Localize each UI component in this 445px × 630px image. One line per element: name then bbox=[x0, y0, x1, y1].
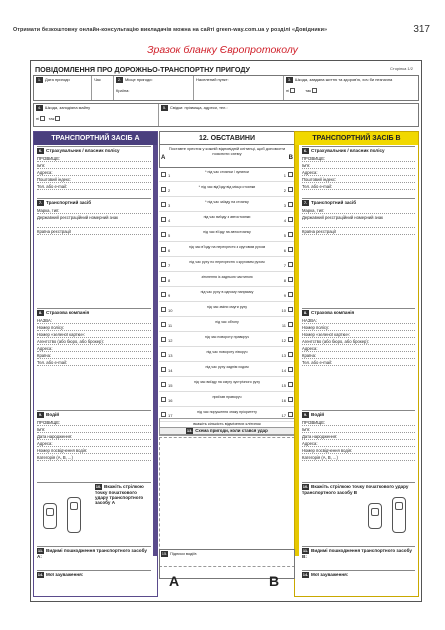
circumstance-b-checkbox[interactable] bbox=[288, 247, 293, 252]
circumstance-row bbox=[159, 349, 295, 362]
b-truck-outline-icon bbox=[392, 497, 406, 533]
a-car-outline-icon bbox=[43, 503, 57, 529]
circumstance-number-b: 3 bbox=[283, 203, 286, 208]
circumstance-b-checkbox[interactable] bbox=[288, 337, 293, 342]
circumstance-a-checkbox[interactable] bbox=[161, 352, 166, 357]
circumstance-text: під час руху заднім ходом bbox=[205, 365, 249, 369]
a-policy-field[interactable]: Номер полісу: bbox=[37, 324, 151, 331]
b-remarks-label: Мої зауваження: bbox=[311, 572, 349, 577]
circumstance-a-checkbox[interactable] bbox=[161, 292, 166, 297]
circumstance-a-checkbox[interactable] bbox=[161, 217, 166, 222]
header-notice: Отримати безкоштовну онлайн-консультацію викладачів можна на сайті green-way.com.ua у розділі «Довідники» bbox=[13, 27, 328, 33]
damage-no-checkbox[interactable] bbox=[40, 116, 45, 121]
vehicle-a-remarks-section[interactable]: 14. Мої зауваження: bbox=[37, 570, 151, 596]
b-insurer-name-field[interactable]: НАЗВА: bbox=[302, 317, 415, 324]
b-insurer-country-field[interactable]: Країна: bbox=[302, 352, 415, 359]
a-birth-field[interactable]: Дата народження: bbox=[37, 433, 151, 440]
b-agency-field[interactable]: Агентство (або бюро, або брокер): bbox=[302, 338, 415, 345]
circumstance-number-b: 10 bbox=[281, 308, 286, 313]
circumstance-b-checkbox[interactable] bbox=[288, 292, 293, 297]
circumstance-number-b: 9 bbox=[283, 293, 286, 298]
vehicle-a-column bbox=[33, 131, 158, 597]
circumstance-text: під час виїзду на смугу зустрічного руху bbox=[193, 380, 261, 384]
circumstance-a-checkbox[interactable] bbox=[161, 232, 166, 237]
damage-yes-label: так bbox=[48, 116, 55, 121]
damage-yes-checkbox[interactable] bbox=[55, 116, 60, 121]
date-cell[interactable]: 1. Дата пригоди bbox=[34, 76, 92, 100]
circumstance-text: * під час заїзду на стоянку bbox=[205, 200, 249, 204]
circumstance-row bbox=[159, 244, 295, 257]
circumstance-text: приїхав праворуч bbox=[212, 395, 242, 399]
a-address-field[interactable]: Адреса: bbox=[37, 169, 151, 176]
circumstance-b-checkbox[interactable] bbox=[288, 277, 293, 282]
injuries-no-checkbox[interactable] bbox=[290, 88, 295, 93]
a-driver-name-field[interactable]: Ім'я: bbox=[37, 426, 151, 433]
circumstance-text: під час в'їзду на перехрестя з круговим рухом bbox=[188, 245, 266, 249]
circumstance-row bbox=[159, 319, 295, 332]
vehicle-a-insurer-section: 8. Страхова компанія НАЗВА: Номер полісу: Номер «зеленої картки»: Агентство (або бюро, або брокер): Адреса: Країна: Тел. або e-mail: bbox=[37, 308, 151, 408]
circumstance-row bbox=[159, 229, 295, 242]
b-category-field[interactable]: Категорія (А, В, ...) bbox=[302, 454, 415, 461]
circumstance-b-checkbox[interactable] bbox=[288, 172, 293, 177]
circumstance-row bbox=[159, 394, 295, 407]
circumstances-intro-text: Поставте хрестик у кожній відповідній клітинці, щоб допомогти пояснити схему bbox=[168, 146, 286, 156]
injuries-label: Шкода, завдана життю та здоров'ю, хоч би незначна bbox=[295, 77, 393, 82]
circumstance-text: під час в'їзду на автостоянку bbox=[203, 230, 251, 234]
circumstances-intro bbox=[159, 144, 295, 168]
circumstance-number-a: 2 bbox=[168, 188, 171, 193]
circumstance-number-a: 15 bbox=[168, 383, 173, 388]
driver-signatures[interactable]: 15. Підписи водіїв bbox=[159, 549, 295, 579]
vehicle-a-vehicle-section: 7. Транспортний засіб Марка, тип: Державний реєстраційний номерний знак Країна реєстрації bbox=[37, 198, 151, 256]
settlement-label: Населений пункт: bbox=[196, 77, 229, 82]
circumstance-b-checkbox[interactable] bbox=[288, 262, 293, 267]
injuries-no-label: ні bbox=[286, 88, 290, 93]
circumstance-row bbox=[159, 199, 295, 212]
form-title: ПОВІДОМЛЕННЯ ПРО ДОРОЖНЬО-ТРАНСПОРТНУ ПРИГОДУ bbox=[35, 65, 251, 74]
circumstance-number-a: 13 bbox=[168, 353, 173, 358]
circumstance-number-a: 4 bbox=[168, 218, 171, 223]
b-impact-label: Вкажіть стрілкою точку початкового удару транспортного засобу В bbox=[302, 484, 409, 495]
circumstance-row bbox=[159, 364, 295, 377]
vehicle-a-insured-section: 6. Страхувальник / власник полісу ПРІЗВИЩЕ: Ім'я: Адреса: Поштовий індекс: Тел. або e-mail: bbox=[37, 146, 151, 196]
a-driver-surname-field[interactable]: ПРІЗВИЩЕ: bbox=[37, 419, 151, 426]
circumstance-number-b: 13 bbox=[281, 353, 286, 358]
a-name-field[interactable]: Ім'я: bbox=[37, 162, 151, 169]
a-insurer-address-field[interactable]: Адреса: bbox=[37, 345, 151, 352]
circumstance-a-checkbox[interactable] bbox=[161, 307, 166, 312]
circumstance-text: зіткнення із задньою частиною bbox=[201, 275, 253, 279]
row-damage-witnesses bbox=[33, 103, 419, 127]
b-license-field[interactable]: Номер посвідчення водія: bbox=[302, 447, 415, 454]
circumstance-number-b: 8 bbox=[283, 278, 286, 283]
vehicle-a-impact-section: 10. Вкажіть стрілкою точку початкового удару транспортного засобу А bbox=[37, 482, 151, 544]
circumstance-a-checkbox[interactable] bbox=[161, 382, 166, 387]
circumstance-number-a: 9 bbox=[168, 293, 171, 298]
circumstance-number-b: 14 bbox=[281, 368, 286, 373]
place-label: Місце пригоди: bbox=[125, 77, 153, 82]
circumstance-a-checkbox[interactable] bbox=[161, 322, 166, 327]
circumstance-number-a: 8 bbox=[168, 278, 171, 283]
a-reg-country-field[interactable]: Країна реєстрації bbox=[37, 228, 151, 235]
a-make-field[interactable]: Марка, тип: bbox=[37, 207, 151, 214]
settlement-cell[interactable] bbox=[194, 76, 284, 100]
vehicle-b-column bbox=[294, 131, 419, 597]
count-label: вкажіть кількість відмічених клітинок bbox=[193, 421, 261, 426]
a-reg-field[interactable]: Державний реєстраційний номерний знак bbox=[37, 214, 151, 228]
row-accident-info bbox=[33, 75, 419, 101]
a-surname-field[interactable]: ПРІЗВИЩЕ: bbox=[37, 155, 151, 162]
b-insurer-label: Страхова компанія bbox=[311, 310, 355, 315]
circumstance-number-b: 15 bbox=[281, 383, 286, 388]
circumstance-a-checkbox[interactable] bbox=[161, 172, 166, 177]
b-insurer-address-field[interactable]: Адреса: bbox=[302, 345, 415, 352]
a-insurer-label: Страхова компанія bbox=[46, 310, 90, 315]
circumstance-number-a: 12 bbox=[168, 338, 173, 343]
circumstance-number-a: 6 bbox=[168, 248, 171, 253]
injuries-yes-label: так bbox=[305, 88, 312, 93]
europrotocol-form bbox=[30, 60, 422, 602]
circumstance-row bbox=[159, 259, 295, 272]
vehicle-b-driver-section: 9. Водій ПРІЗВИЩЕ: Ім'я: Дата народження: Адреса: Номер посвідчення водія: Категорія (А, В, ...) bbox=[302, 410, 415, 480]
circumstance-number-b: 2 bbox=[283, 188, 286, 193]
circumstance-row bbox=[159, 334, 295, 347]
place-cell[interactable]: 2. Місце пригоди: Країна: bbox=[114, 76, 194, 100]
page-subtitle: Зразок бланку Європротоколу bbox=[147, 44, 298, 56]
vehicle-a-strip bbox=[153, 145, 157, 556]
a-remarks-label: Мої зауваження: bbox=[46, 572, 84, 577]
b-green-card-field[interactable]: Номер «зеленої картки»: bbox=[302, 331, 415, 338]
b-damage-label: Видимі пошкодження транспортного засобу В: bbox=[302, 548, 412, 559]
a-driver-address-field[interactable]: Адреса: bbox=[37, 440, 151, 447]
witnesses-label: Свідки: прізвища, адреси, тел.: bbox=[170, 105, 228, 110]
a-vehicle-label: Транспортний засіб bbox=[46, 200, 92, 205]
circumstance-row bbox=[159, 184, 295, 197]
circumstance-a-checkbox[interactable] bbox=[161, 412, 166, 417]
a-driver-label: Водій bbox=[46, 412, 60, 417]
b-insurer-tel-field[interactable]: Тел. або e-mail: bbox=[302, 359, 415, 366]
b-driver-label: Водій bbox=[311, 412, 325, 417]
damage-no-label: ні bbox=[36, 116, 40, 121]
b-make-field[interactable]: Марка, тип: bbox=[302, 207, 415, 214]
circumstance-a-checkbox[interactable] bbox=[161, 262, 166, 267]
a-insurer-country-field[interactable]: Країна: bbox=[37, 352, 151, 359]
circumstance-b-checkbox[interactable] bbox=[288, 382, 293, 387]
circumstance-row bbox=[159, 304, 295, 317]
circumstance-number-a: 16 bbox=[168, 398, 173, 403]
b-driver-address-field[interactable]: Адреса: bbox=[302, 440, 415, 447]
circumstance-row bbox=[159, 274, 295, 287]
b-car-outline-icon bbox=[368, 503, 382, 529]
property-damage-cell: 4. Шкода, заподіяна майну ні так bbox=[34, 104, 159, 126]
circumstance-text: під час руху по перехрестю з круговим рухом bbox=[189, 260, 265, 264]
circumstance-text: * під час стоянки / зупинки bbox=[205, 170, 249, 174]
circumstance-number-b: 5 bbox=[283, 233, 286, 238]
circumstance-row bbox=[159, 289, 295, 302]
vehicle-b-impact-section: 10. Вкажіть стрілкою точку початкового удару транспортного засобу В bbox=[302, 482, 415, 544]
vehicle-b-remarks-section[interactable]: 14. Мої зауваження: bbox=[302, 570, 415, 596]
b-birth-field[interactable]: Дата народження: bbox=[302, 433, 415, 440]
date-label: Дата пригоди bbox=[45, 77, 70, 82]
b-tel-field[interactable]: Тел. або e-mail: bbox=[302, 183, 415, 190]
circumstance-number-a: 17 bbox=[168, 413, 173, 418]
circumstance-number-b: 7 bbox=[283, 263, 286, 268]
damage-label: Шкода, заподіяна майну bbox=[45, 105, 91, 110]
circ-col-a: A bbox=[161, 155, 166, 161]
b-driver-surname-field[interactable]: ПРІЗВИЩЕ: bbox=[302, 419, 415, 426]
circumstance-number-a: 7 bbox=[168, 263, 171, 268]
a-impact-label: Вкажіть стрілкою точку початкового удару транспортного засобу А bbox=[95, 484, 144, 505]
circumstance-b-checkbox[interactable] bbox=[288, 187, 293, 192]
time-cell[interactable] bbox=[92, 76, 114, 100]
form-page-of: Сторінка 1/2 bbox=[390, 66, 413, 71]
a-damage-label: Видимі пошкодження транспортного засобу А: bbox=[37, 548, 147, 559]
circumstance-number-b: 6 bbox=[283, 248, 286, 253]
b-surname-field[interactable]: ПРІЗВИЩЕ: bbox=[302, 155, 415, 162]
circ-col-b: B bbox=[288, 155, 293, 161]
circumstance-b-checkbox[interactable] bbox=[288, 367, 293, 372]
circumstance-row bbox=[159, 379, 295, 392]
circumstance-number-b: 4 bbox=[283, 218, 286, 223]
circumstance-b-checkbox[interactable] bbox=[288, 412, 293, 417]
page-header bbox=[0, 0, 445, 34]
b-reg-field[interactable]: Державний реєстраційний номерний знак bbox=[302, 214, 415, 228]
circumstance-number-a: 1 bbox=[168, 173, 171, 178]
circumstance-row bbox=[159, 169, 295, 182]
b-vehicle-label: Транспортний засіб bbox=[311, 200, 357, 205]
a-postal-field[interactable]: Поштовий індекс: bbox=[37, 176, 151, 183]
a-insurer-tel-field[interactable]: Тел. або e-mail: bbox=[37, 359, 151, 366]
b-reg-country-field[interactable]: Країна реєстрації bbox=[302, 228, 415, 235]
injuries-cell: 3. Шкода, завдана життю та здоров'ю, хоч би незначна ні так bbox=[286, 77, 393, 93]
sketch-label: Схема пригоди, коли стався удар bbox=[195, 428, 268, 433]
circumstance-a-checkbox[interactable] bbox=[161, 367, 166, 372]
circumstance-text: під час руху в одному напрямку bbox=[200, 290, 254, 294]
circumstance-number-b: 17 bbox=[281, 413, 286, 418]
circumstance-a-checkbox[interactable] bbox=[161, 397, 166, 402]
circumstance-text: * під час від'їзду від місця стоянки bbox=[198, 185, 256, 189]
b-address-field[interactable]: Адреса: bbox=[302, 169, 415, 176]
circumstance-a-checkbox[interactable] bbox=[161, 337, 166, 342]
circumstances-header: 12. ОБСТАВИНИ bbox=[159, 131, 295, 144]
b-name-field[interactable]: Ім'я: bbox=[302, 162, 415, 169]
circumstance-text: під час зміни смуги руху bbox=[206, 305, 248, 309]
circumstance-number-b: 11 bbox=[281, 323, 286, 328]
circumstance-number-a: 3 bbox=[168, 203, 171, 208]
circumstance-number-b: 1 bbox=[283, 173, 286, 178]
a-tel-field[interactable]: Тел. або e-mail: bbox=[37, 183, 151, 190]
b-insured-label: Страхувальник / власник полісу bbox=[311, 148, 385, 153]
circumstance-number-a: 5 bbox=[168, 233, 171, 238]
circumstance-b-checkbox[interactable] bbox=[288, 202, 293, 207]
signature-b-label: B bbox=[269, 573, 280, 589]
circumstance-row bbox=[159, 214, 295, 227]
signature-a-label: A bbox=[169, 573, 180, 589]
circumstance-b-checkbox[interactable] bbox=[288, 397, 293, 402]
a-license-field[interactable]: Номер посвідчення водія: bbox=[37, 447, 151, 454]
injuries-yes-checkbox[interactable] bbox=[312, 88, 317, 93]
b-policy-field[interactable]: Номер полісу: bbox=[302, 324, 415, 331]
a-insurer-name-field[interactable]: НАЗВА: bbox=[37, 317, 151, 324]
accident-sketch-area[interactable] bbox=[159, 437, 295, 567]
vehicle-b-insured-section: 6. Страхувальник / власник полісу ПРІЗВИЩЕ: Ім'я: Адреса: Поштовий індекс: Тел. або e-mail: bbox=[302, 146, 415, 196]
a-insured-label: Страхувальник / власник полісу bbox=[46, 148, 120, 153]
a-truck-outline-icon bbox=[67, 497, 81, 533]
vehicle-b-strip bbox=[295, 145, 299, 556]
b-driver-name-field[interactable]: Ім'я: bbox=[302, 426, 415, 433]
page-number: 317 bbox=[413, 24, 430, 35]
b-postal-field[interactable]: Поштовий індекс: bbox=[302, 176, 415, 183]
country-label: Країна: bbox=[116, 88, 130, 93]
a-agency-field[interactable]: Агентство (або бюро, або брокер): bbox=[37, 338, 151, 345]
vehicle-b-header: ТРАНСПОРТНИЙ ЗАСІБ В bbox=[295, 132, 418, 145]
circumstance-b-checkbox[interactable] bbox=[288, 322, 293, 327]
circumstance-b-checkbox[interactable] bbox=[288, 307, 293, 312]
witnesses-cell[interactable]: 5. Свідки: прізвища, адреси, тел.: bbox=[162, 105, 228, 110]
vehicle-a-damage-section[interactable]: 11. Видимі пошкодження транспортного засобу А: bbox=[37, 546, 151, 568]
circumstance-number-a: 10 bbox=[168, 308, 173, 313]
circumstance-b-checkbox[interactable] bbox=[288, 217, 293, 222]
circumstance-text: під час повороту ліворуч bbox=[206, 350, 248, 354]
circumstance-number-a: 14 bbox=[168, 368, 173, 373]
circumstance-text: під час обгону bbox=[215, 320, 239, 324]
circumstance-b-checkbox[interactable] bbox=[288, 232, 293, 237]
circumstance-a-checkbox[interactable] bbox=[161, 247, 166, 252]
signatures-label: Підписи водіїв bbox=[170, 551, 197, 556]
circumstance-a-checkbox[interactable] bbox=[161, 202, 166, 207]
vehicle-b-insurer-section: 8. Страхова компанія НАЗВА: Номер полісу: Номер «зеленої картки»: Агентство (або бюро, або брокер): Адреса: Країна: Тел. або e-mail: bbox=[302, 308, 415, 408]
circumstance-text: під час порушення знаку пріоритету bbox=[197, 410, 257, 414]
a-green-card-field[interactable]: Номер «зеленої картки»: bbox=[37, 331, 151, 338]
circumstance-number-b: 12 bbox=[281, 338, 286, 343]
circumstance-text: під час повороту праворуч bbox=[204, 335, 250, 339]
vehicle-a-header: ТРАНСПОРТНИЙ ЗАСІБ А bbox=[34, 132, 157, 145]
circumstance-a-checkbox[interactable] bbox=[161, 187, 166, 192]
circumstance-number-a: 11 bbox=[168, 323, 173, 328]
circumstance-b-checkbox[interactable] bbox=[288, 352, 293, 357]
circumstance-text: під час виїзду з автостоянки bbox=[203, 215, 251, 219]
time-label: Час bbox=[94, 77, 101, 82]
sketch-header: 13. Схема пригоди, коли стався удар bbox=[159, 427, 295, 435]
circumstance-a-checkbox[interactable] bbox=[161, 277, 166, 282]
vehicle-b-vehicle-section: 7. Транспортний засіб Марка, тип: Державний реєстраційний номерний знак Країна реєстрації bbox=[302, 198, 415, 256]
circumstance-number-b: 16 bbox=[281, 398, 286, 403]
vehicle-b-damage-section[interactable]: 11. Видимі пошкодження транспортного засобу В: bbox=[302, 546, 415, 568]
vehicle-a-driver-section: 9. Водій ПРІЗВИЩЕ: Ім'я: Дата народження: Адреса: Номер посвідчення водія: Категорія (А, В, ...) bbox=[37, 410, 151, 480]
a-category-field[interactable]: Категорія (А, В, ...) bbox=[37, 454, 151, 461]
